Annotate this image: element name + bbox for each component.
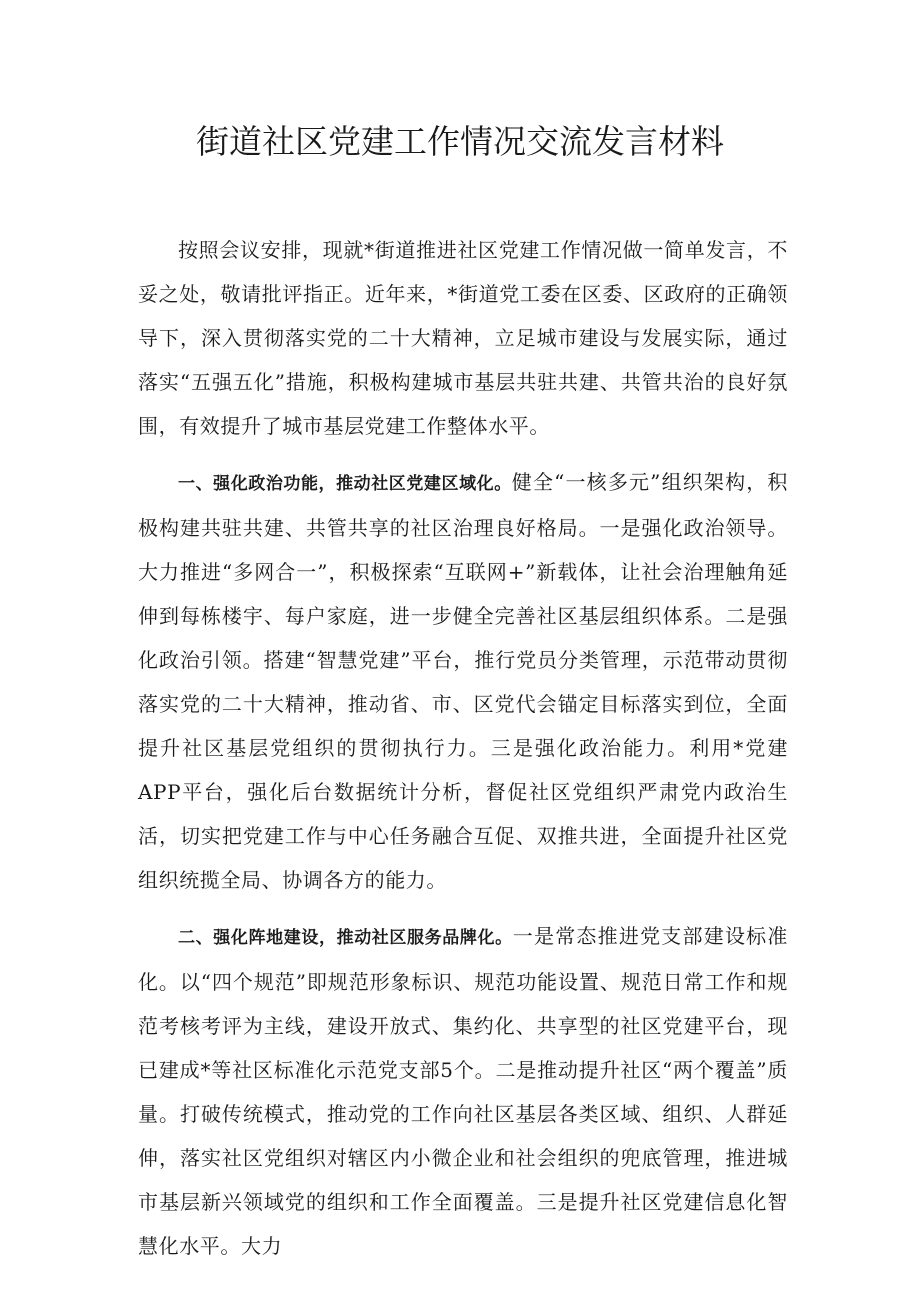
intro-paragraph: 按照会议安排，现就*街道推进社区党建工作情况做一简单发言，不妥之处，敬请批评指正。近年来，*街道党工委在区委、区政府的正确领导下，深入贯彻落实党的二十大精神，立足城市建设与发展实际，通过落实“五强五化”措施，积极构建城市基层共驻共建、共管共治的良好氛围，有效提升了城市基层党建工作整体水平。 (138, 238, 788, 438)
section-2-paragraph (138, 914, 788, 1268)
section-1-body: 健全“一核多元”组织架构，积极构建共驻共建、共管共享的社区治理良好格局。一是强化政治领导。大力推进“多网合一”，积极探索“互联网+”新载体，让社会治理触角延伸到每栋楼宇、每户家庭，进一步健全完善社区基层组织体系。二是强化政治引领。搭建“智慧党建”平台，推行党员分类管理，示范带动贯彻落实党的二十大精神，推动省、市、区党代会锚定目标落实到位，全面提升社区基层党组织的贯彻执行力。三是强化政治能力。利用*党建APP平台，强化后台数据统计分析，督促社区党组织严肃党内政治生活，切实把党建工作与中心任务融合互促、双推共进，全面提升社区党组织统揽全局、协调各方的能力。 (138, 470, 788, 892)
document-body (138, 228, 788, 1280)
section-1-paragraph (138, 460, 788, 902)
section-2-body: 一是常态推进党支部建设标准化。以“四个规范”即规范形象标识、规范功能设置、规范日常工作和规范考核考评为主线，建设开放式、集约化、共享型的社区党建平台，现已建成*等社区标准化示范党支部5个。二是推动提升社区“两个覆盖”质量。打破传统模式，推动党的工作向社区基层各类区域、组织、人群延伸，落实社区党组织对辖区内小微企业和社会组织的兜底管理，推进城市基层新兴领域党的组织和工作全面覆盖。三是提升社区党建信息化智慧化水平。大力 (138, 924, 788, 1258)
document-title: 街道社区党建工作情况交流发言材料 (196, 122, 724, 161)
section-2-heading: 二、强化阵地建设，推动社区服务品牌化。 (178, 928, 513, 948)
section-1-heading: 一、强化政治功能，推动社区党建区域化。 (178, 474, 512, 494)
